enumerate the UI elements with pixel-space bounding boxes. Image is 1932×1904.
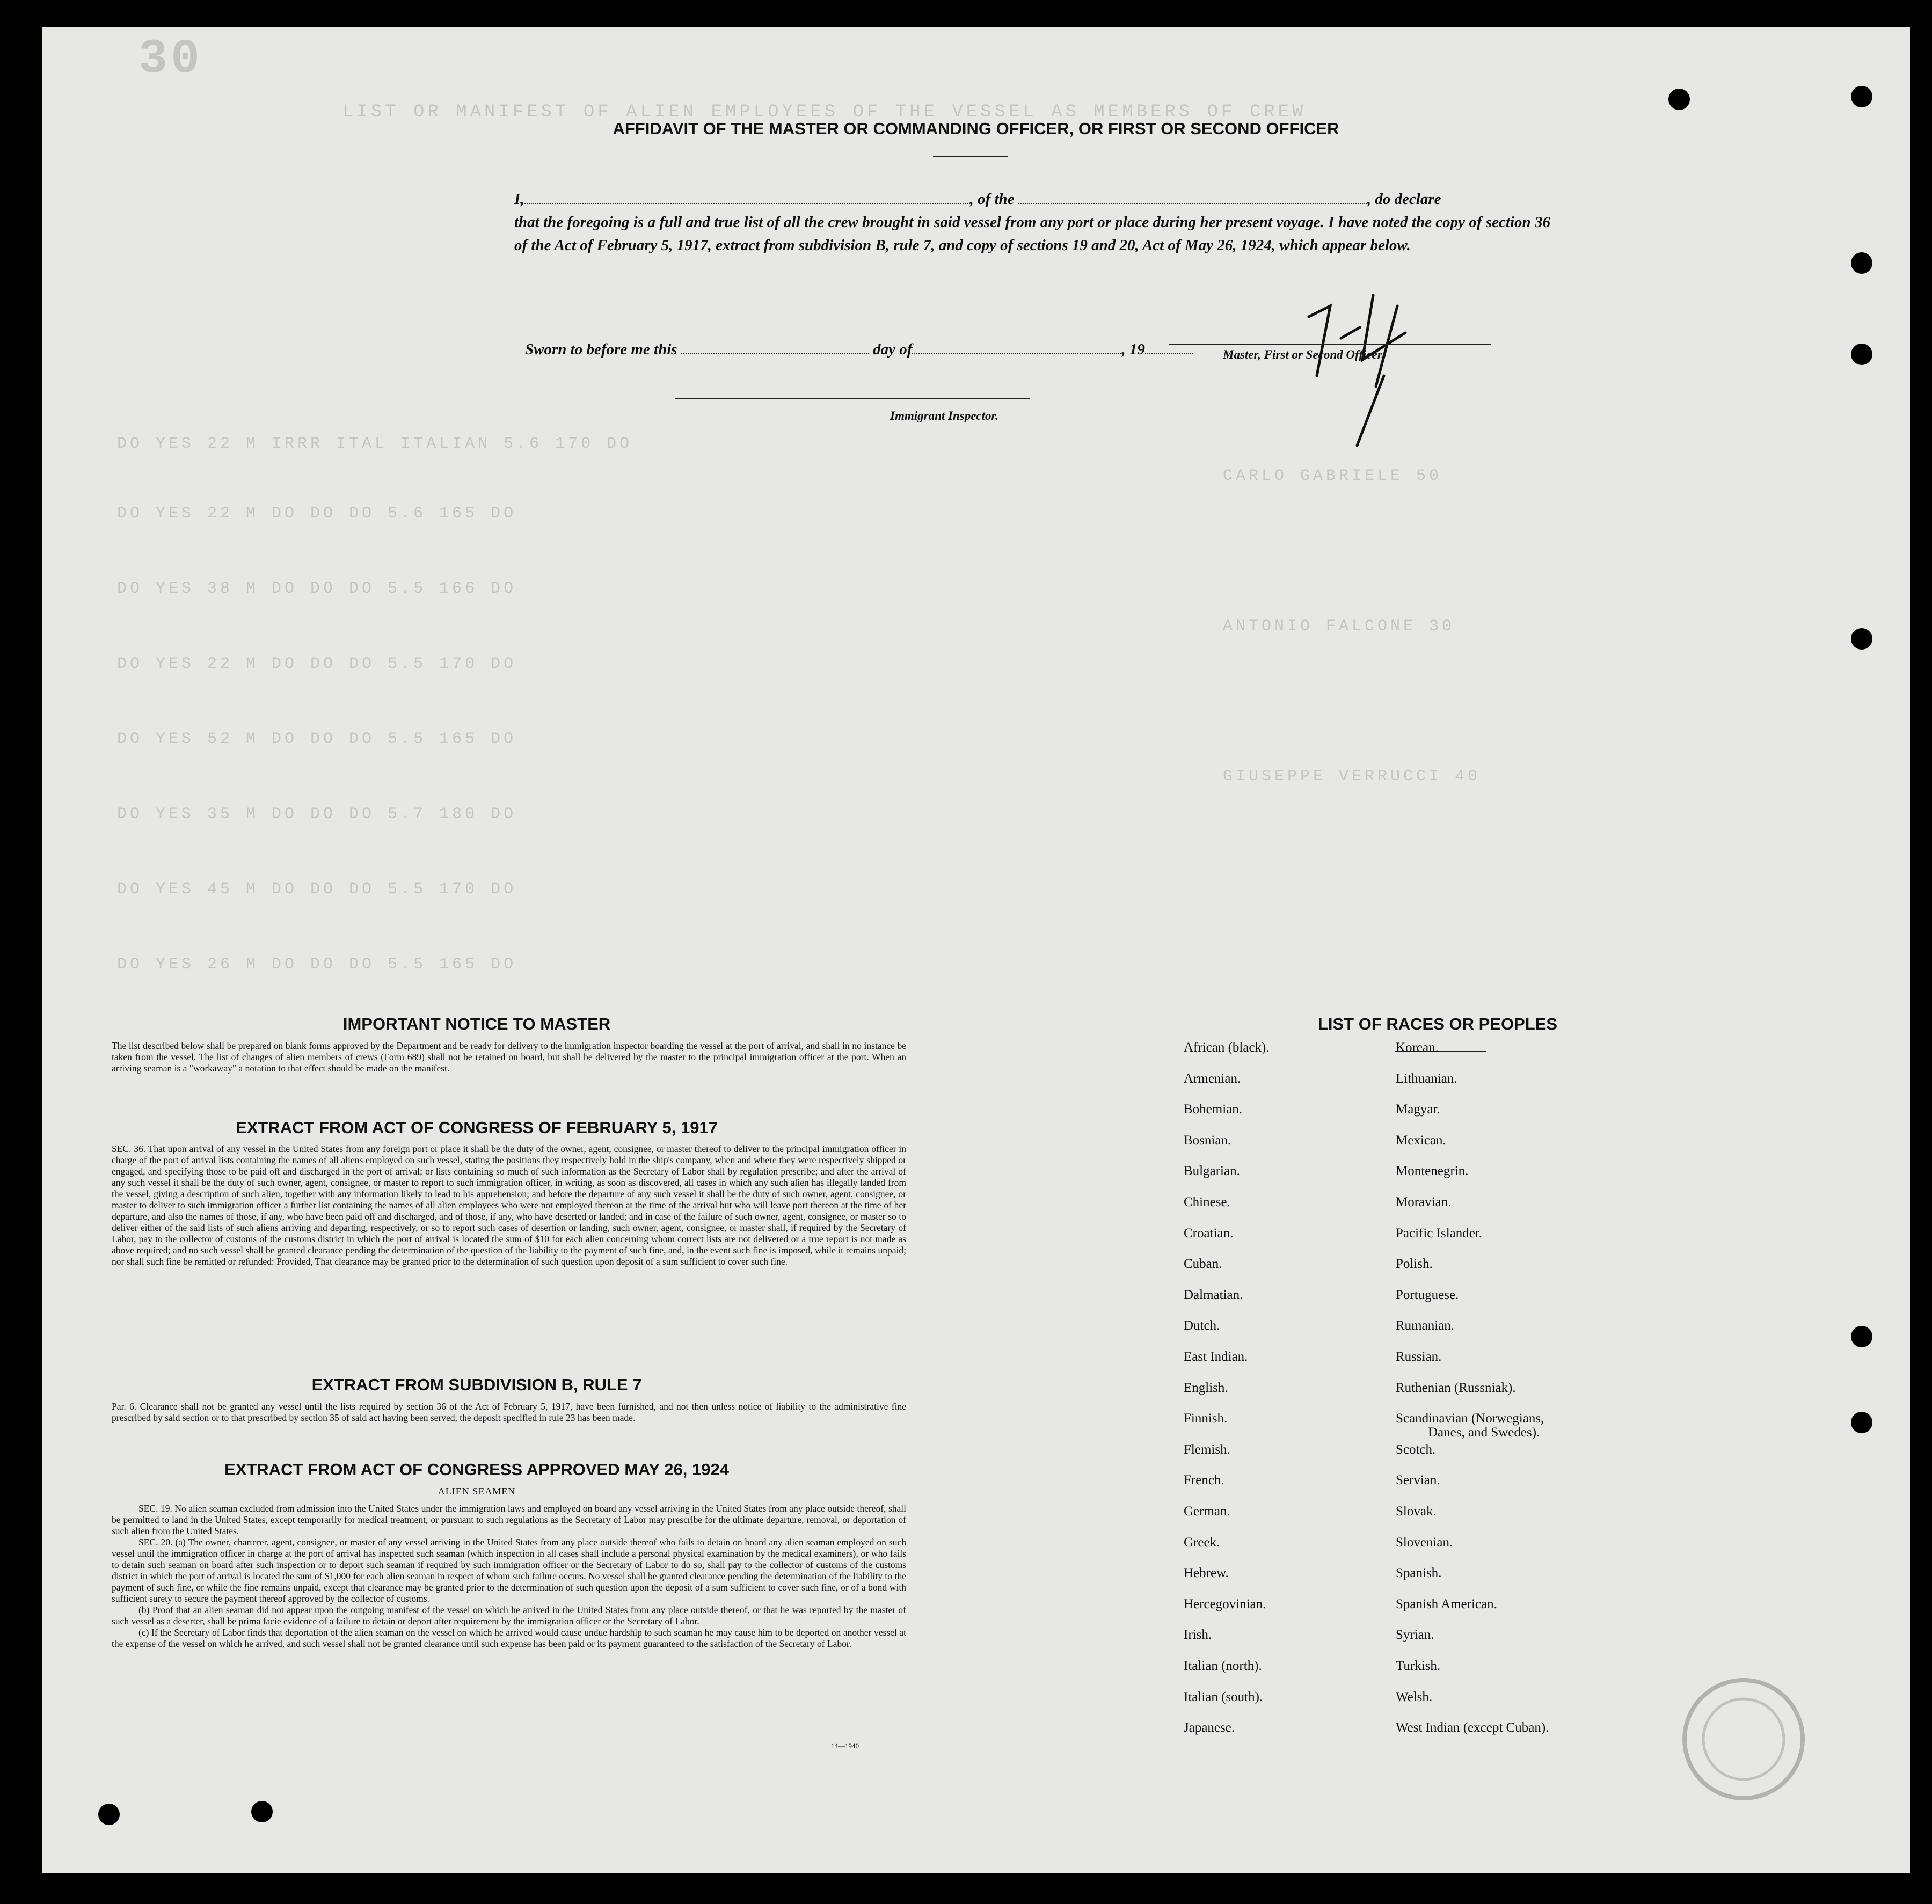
race-item: Mexican. [1396, 1133, 1446, 1148]
name-field[interactable] [524, 189, 970, 204]
sworn-year-field[interactable] [1145, 339, 1193, 354]
race-item: East Indian. [1184, 1349, 1248, 1364]
punch-hole [1851, 344, 1872, 365]
extract-1917-title: EXTRACT FROM ACT OF CONGRESS OF FEBRUARY 5, 1917 [236, 1118, 718, 1137]
race-item: Spanish American. [1396, 1596, 1497, 1611]
affidavit-of-the-label: , of the [969, 191, 1015, 208]
signature-line [1169, 344, 1491, 345]
punch-hole [1851, 1326, 1872, 1347]
sworn-day-field[interactable] [681, 339, 869, 354]
race-item: West Indian (except Cuban). [1396, 1720, 1549, 1735]
race-item: German. [1184, 1504, 1230, 1519]
sec20c-text: (c) If the Secretary of Labor finds that deportation of the alien seaman on the vessel on which he arrived would cause undue hardship to such seaman he may cause him to be deported on another vessel at the expense of the vessel on which he arrived, and such vessel shall not be granted clearance until such expense has been paid or its payment guaranteed to the satisfaction of the Secretary of Labor. [112, 1627, 906, 1649]
race-item: English. [1184, 1380, 1228, 1395]
punch-hole [1668, 89, 1690, 110]
race-item: French. [1184, 1473, 1224, 1488]
affidavit-i-label: I, [514, 191, 524, 208]
bleed-through-text: DO YES 22 M IRRR ITAL ITALIAN 5.6 170 DO [117, 435, 633, 453]
race-item: Spanish. [1396, 1566, 1442, 1581]
bleed-through-text: DO YES 26 M DO DO DO 5.5 165 DO [117, 955, 517, 974]
bleed-through-text: DO YES 52 M DO DO DO 5.5 165 DO [117, 730, 517, 748]
punch-hole [251, 1801, 273, 1822]
race-item: Greek. [1184, 1535, 1220, 1550]
affidavit-body: that the foregoing is a full and true list of all the crew brought in said vessel from any port or place during her present voyage. I have noted the copy of section 36 of the Act of February 5, 1917, extract from subdivision B, rule 7, and copy of sections 19 and 20, Act of May 26, 1924, which appear below. [514, 214, 1550, 254]
extract-1917-text: SEC. 36. That upon arrival of any vessel in the United States from any foreign port or place it shall be the duty of the owner, agent, consignee, or master thereof to deliver to the principal immigration officer in charge of the port of arrival lists containing the names of all aliens employed on such vessel, stating the positions they respectively hold in the ship's company, when and where they were respectively shipped or engaged, and specifying those to be paid off and discharged in the port of arrival; or lists containing so much of such information as the Secretary of Labor shall by regulation prescribe; and after the arrival of any such vessel it shall be the duty of such owner, agent, consignee, or master to report to such immigration officer, in writing, as soon as discovered, all cases in which any such alien has illegally landed from the vessel, giving a description of such alien, together with any information likely to lead to his apprehension; and before the departure of any such vessel it shall be the duty of such owner, agent, consignee, or master to deliver to such immigration officer a further list containing the names of all alien employees who were not employed thereon at the time of the arrival but who will leave port thereon at the time of her departure, and also the names of those, if any, who have been paid off and discharged, and of those, if any, who have deserted or landed; and in case of the failure of such owner, agent, consignee, or master so to deliver either of the said lists of such aliens arriving and departing, respectively, or so to report such cases of desertion or landing, such owner, agent, consignee, or master shall, if required by the Secretary of Labor, pay to the collector of customs of the customs district in which the port of arrival is located the sum of $10 for each alien concerning whom correct lists are not delivered or a true report is not made as above required; and no such vessel shall be granted clearance pending the determination of the question of the liability to the payment of such fine, and, in the event such fine is imposed, while it remains unpaid; nor shall such fine be remitted or refunded: Provided, That clearance may be granted prior to the determination of such question upon deposit of a sum sufficient to cover such fine. [112, 1143, 906, 1267]
sec20a-text: SEC. 20. (a) The owner, charterer, agent, consignee, or master of any vessel arriving in the United States from any place outside thereof who fails to detain on board any alien seaman employed on such vessel until the immigration officer in charge at the port of arrival has inspected such seaman (which inspection in all cases shall include a personal physical examination by the medical examiners), or who fails to detain such seaman on board after such inspection or to deport such seaman if required by such immigration officer or the Secretary of Labor to do so, shall pay to the collector of customs of the customs district in which the port of arrival is located the sum of $1,000 for each alien seaman in respect of whom such failure occurs. No vessel shall be granted clearance pending the determination of the liability to the payment of such fine, or while the fine remains unpaid, except that clearance may be granted prior to the determination of such question upon the deposit of a sum sufficient to cover such fine, or of a bond with sufficient surety to secure the payment thereof approved by the collector of customs. [112, 1537, 906, 1604]
race-item: Finnish. [1184, 1411, 1228, 1426]
punch-hole [1851, 252, 1872, 274]
form-number: 14—1940 [831, 1742, 859, 1750]
title-rule [933, 156, 1008, 157]
punch-hole [1851, 1412, 1872, 1433]
bleed-through-text: DO YES 22 M DO DO DO 5.5 170 DO [117, 655, 517, 673]
race-item: Japanese. [1184, 1720, 1235, 1735]
race-item: Hercegovinian. [1184, 1596, 1266, 1611]
official-seal-image [1679, 1669, 1808, 1809]
extract-1924-text [112, 1503, 906, 1650]
notice-text: The list described below shall be prepared on blank forms approved by the Department and be ready for delivery to the immigration inspector boarding the vessel at the port of arrival, and shall in no instance be taken from the vessel. The list of changes of alien members of crews (Form 689) shall not be retained on board, but shall be delivered by the master to the principal immigration officer at the port. When an arriving seaman is a "workaway" a notation to that effect should be made on the manifest. [112, 1040, 906, 1074]
race-item: Italian (north). [1184, 1659, 1262, 1673]
races-title: LIST OF RACES OR PEOPLES [1317, 1015, 1558, 1033]
signature-image [1266, 274, 1513, 467]
alien-seamen-subtitle: ALIEN SEAMEN [438, 1486, 516, 1497]
extract-rule7-text: Par. 6. Clearance shall not be granted any vessel until the lists required by section 36 of the Act of February 5, 1917, have been furnished, and not then unless notice of liability to the administrative fine prescribed by said section or to that prescribed by section 35 of said act having been served, the deposit specified in rule 23 has been made. [112, 1401, 906, 1423]
sec20b-text: (b) Proof that an alien seaman did not appear upon the outgoing manifest of the vessel on which he arrived in the United States from any place outside thereof, or that he was reported by the master of such vessel as a deserter, shall be prima facie evidence of a failure to detain or deport after requirement by the immigration officer or the Secretary of Labor. [112, 1604, 906, 1626]
master-signature-label: Master, First or Second Officer. [1223, 348, 1385, 361]
notice-title: IMPORTANT NOTICE TO MASTER [342, 1015, 611, 1033]
race-item: Lithuanian. [1396, 1071, 1457, 1086]
race-item: Chinese. [1184, 1195, 1230, 1209]
race-item: Dutch. [1184, 1318, 1220, 1333]
inspector-label: Immigrant Inspector. [890, 409, 998, 422]
race-item: Russian. [1396, 1349, 1442, 1364]
day-of-label: day of [873, 341, 913, 358]
bleed-through-text: DO YES 38 M DO DO DO 5.5 166 DO [117, 580, 517, 598]
race-item: Turkish. [1396, 1659, 1441, 1673]
punch-hole [98, 1804, 120, 1825]
race-item: Cuban. [1184, 1257, 1222, 1272]
affidavit-declare-label: , do declare [1367, 191, 1441, 208]
race-item: Hebrew. [1184, 1566, 1229, 1581]
inspector-signature-line [675, 398, 1030, 399]
sworn-label: Sworn to before me this [525, 341, 677, 358]
sworn-line [525, 338, 1193, 361]
bleed-through-text: DO YES 35 M DO DO DO 5.7 180 DO [117, 805, 517, 823]
affidavit-declaration [514, 188, 1550, 257]
race-item: Korean. [1396, 1040, 1439, 1055]
race-item: Polish. [1396, 1257, 1433, 1272]
race-item: Pacific Islander. [1396, 1225, 1483, 1241]
race-item: Welsh. [1396, 1689, 1433, 1704]
sworn-month-field[interactable] [912, 339, 1121, 354]
race-item: Scotch. [1396, 1442, 1436, 1457]
bleed-through-text: ANTONIO FALCONE 30 [1223, 617, 1455, 636]
race-item: Flemish. [1184, 1442, 1230, 1457]
race-item: Moravian. [1396, 1195, 1452, 1209]
race-item: Ruthenian (Russniak). [1396, 1380, 1516, 1395]
race-item: Montenegrin. [1396, 1164, 1469, 1179]
affidavit-title: AFFIDAVIT OF THE MASTER OR COMMANDING OFFICER, OR FIRST OR SECOND OFFICER [613, 119, 1339, 138]
race-item: Slovenian. [1396, 1535, 1453, 1550]
bleed-through-number: 30 [138, 32, 203, 87]
bleed-through-text: DO YES 22 M DO DO DO 5.6 165 DO [117, 505, 517, 523]
race-item: Bosnian. [1184, 1133, 1231, 1148]
race-item: Slovak. [1396, 1504, 1437, 1519]
race-item: Bohemian. [1184, 1102, 1243, 1117]
race-item: African (black). [1184, 1040, 1270, 1055]
punch-hole [1851, 86, 1872, 107]
race-item: Magyar. [1396, 1102, 1440, 1117]
race-item: Portuguese. [1396, 1287, 1459, 1302]
bleed-through-text: CARLO GABRIELE 50 [1223, 467, 1442, 485]
sec19-text: SEC. 19. No alien seaman excluded from admission into the United States under the immigration laws and employed on board any vessel arriving in the United States from any place outside thereof, shall be permitted to land in the United States, except temporarily for medical treatment, or pursuant to such regulations as the Secretary of Labor may prescribe for the ultimate departure, removal, or deportation of such alien from the United States. [112, 1503, 906, 1536]
race-item: Servian. [1396, 1473, 1440, 1488]
race-item: Danes, and Swedes). [1428, 1425, 1540, 1440]
race-item: Scandinavian (Norwegians, [1396, 1411, 1544, 1426]
punch-hole [1851, 628, 1872, 650]
bleed-through-text: DO YES 45 M DO DO DO 5.5 170 DO [117, 880, 517, 899]
bleed-through-text: GIUSEPPE VERRUCCI 40 [1223, 768, 1481, 786]
vessel-field[interactable] [1018, 189, 1367, 204]
race-item: Rumanian. [1396, 1318, 1455, 1333]
document-page [42, 27, 1910, 1873]
bleed-through-text: LIST OR MANIFEST OF ALIEN EMPLOYEES OF THE VESSEL AS MEMBERS OF CREW [342, 102, 1307, 122]
race-item: Dalmatian. [1184, 1287, 1243, 1302]
race-item: Armenian. [1184, 1071, 1241, 1086]
race-item: Syrian. [1396, 1628, 1434, 1643]
race-item: Italian (south). [1184, 1689, 1263, 1704]
race-item: Croatian. [1184, 1225, 1234, 1241]
extract-1924-title: EXTRACT FROM ACT OF CONGRESS APPROVED MAY 26, 1924 [224, 1460, 729, 1479]
race-item: Bulgarian. [1184, 1164, 1240, 1179]
race-item: Irish. [1184, 1628, 1212, 1643]
year-label: , 19 [1121, 341, 1145, 358]
extract-rule7-title: EXTRACT FROM SUBDIVISION B, RULE 7 [311, 1375, 642, 1394]
